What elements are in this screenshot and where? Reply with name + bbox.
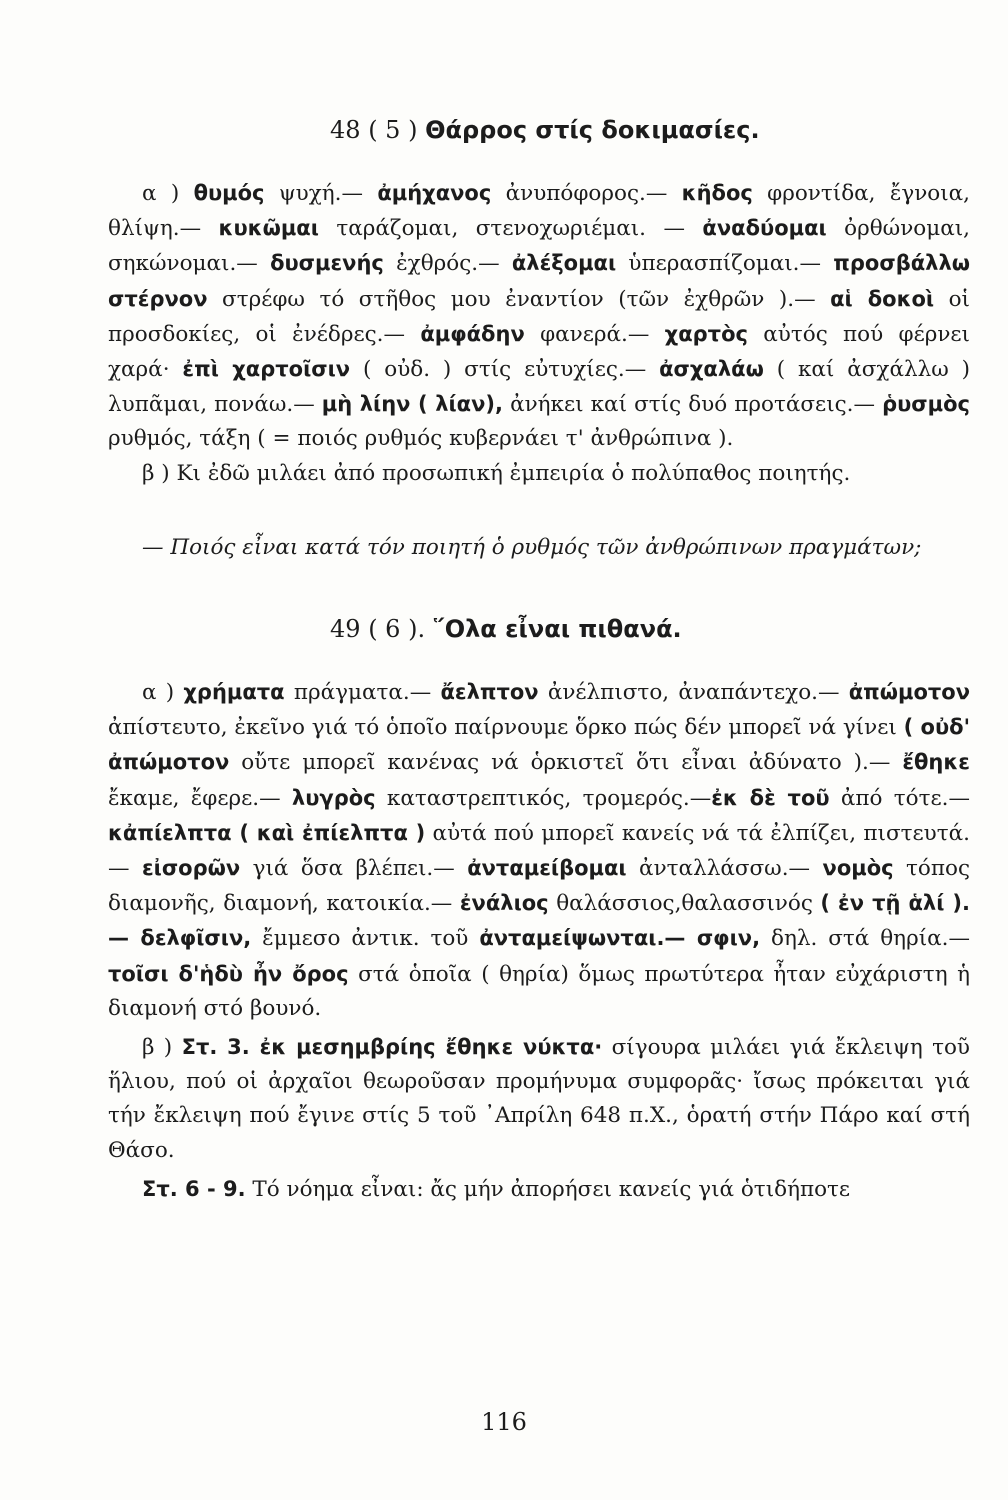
glossary-term: ἄελπτον <box>440 680 539 705</box>
gloss-text: ὀρθώνομαι, σηκώνομαι.— <box>108 216 970 277</box>
gloss-text: τόπος διαμονῆς, διαμονή, κατοικία.— <box>108 856 970 917</box>
gloss-text: ἀνυπόφορος.— <box>491 181 682 206</box>
glossary-term: ( ἐν τῇ ἁλί ).— δελφῖσιν, <box>108 891 970 951</box>
gloss-text: ταράζομαι, στενοχωριέμαι. — <box>318 216 703 242</box>
glossary-term: χαρτὸς <box>664 321 748 346</box>
glossary-term: εἰσορῶν <box>141 856 241 881</box>
gloss-text: ἀνήκει καί στίς δυό προτάσεις.— <box>502 392 883 418</box>
gloss-text: οὔτε μπορεῖ κανένας νά ὁρκιστεῖ ὅτι εἶναι ἀδύνατο ).— <box>229 750 903 776</box>
paragraph-body <box>108 1035 970 1163</box>
paragraph-label: α ) <box>142 680 175 706</box>
gloss-text: γιά ὅσα βλέπει.— <box>240 856 468 882</box>
paragraph-label: β ) <box>142 1035 173 1061</box>
gloss-text: ( οὐδ. ) στίς εὐτυχίες.— <box>350 357 660 383</box>
section-heading-49 <box>108 609 970 649</box>
glossary-term: ἐνάλιος <box>459 891 549 916</box>
gloss-text: φροντίδα, ἔγνοια, θλίψη.— <box>108 181 971 242</box>
glossary-term: κῆδος <box>681 181 753 205</box>
paragraph-label: α ) <box>142 181 180 206</box>
glossary-term: λυγρὸς <box>291 785 376 810</box>
glossary-term: ( οὐδ' ἀπώμοτον <box>108 715 971 775</box>
glossary-term: ῥυσμὸς <box>882 392 970 417</box>
glossary-term: ἐκ δὲ τοῦ <box>711 785 830 810</box>
section-heading-48 <box>108 110 970 150</box>
glossary-term: αἱ δοκοὶ <box>830 286 935 311</box>
gloss-text: ἔκαμε, ἔφερε.— <box>108 785 292 811</box>
gloss-text: πράγματα.— <box>284 680 441 706</box>
section-paren: ( 6 ). <box>368 615 426 644</box>
paragraph-49c <box>108 1172 970 1207</box>
paragraph-49a <box>108 675 970 1026</box>
gloss-text: στρέφω τό στῆθος μου ἐναντίον (τῶν ἐχθρῶν ).— <box>207 286 831 312</box>
gloss-text: στά ὁποῖα ( θηρία) ὅμως πρωτύτερα ἦταν εὐχάριστη ἡ διαμονή στό βουνό. <box>108 961 970 1021</box>
glossary-term: τοῖσι δ'ἡδὺ ἦν ὄρος <box>108 961 349 986</box>
question: — Ποιός εἶναι κατά τόν ποιητή ὁ ρυθμός τῶν ἀνθρώπινων πραγμάτων; <box>142 534 922 560</box>
gloss-text: δηλ. στά θηρία.— <box>760 926 970 952</box>
gloss-text: καταστρεπτικός, τρομερός.— <box>375 785 712 811</box>
glossary-term: ἀπώμοτον <box>848 680 971 705</box>
gloss-text: ψυχή.— <box>264 181 378 206</box>
glossary-term: Στ. 3. ἐκ μεσημβρίης ἔθηκε νύκτα· <box>181 1035 603 1060</box>
paragraph-48b <box>108 457 970 491</box>
glossary-term: ἀσχαλάω <box>659 357 764 382</box>
paragraph-body: Κι ἐδῶ μιλάει ἀπό προσωπική ἐμπειρία ὁ πολύπαθος ποιητής. <box>176 460 851 486</box>
gloss-text: ἔμμεσο ἀντικ. τοῦ <box>251 926 480 952</box>
glossary-term: δυσμενής <box>270 251 384 276</box>
gloss-text: φανερά.— <box>524 321 665 347</box>
glossary-term: κἀπίελπτα ( καὶ ἐπίελπτα ) <box>108 820 426 845</box>
gloss-text: αὐτός πού φέρνει χαρά· <box>108 321 970 383</box>
glossary-term: θυμός <box>193 181 265 205</box>
glossary-term: ἀνταμείβομαι <box>467 856 627 881</box>
gloss-text: ὑπερασπίζομαι.— <box>616 251 834 277</box>
section-number: 48 <box>330 116 361 144</box>
glossary-term: προσβάλλω στέρνον <box>108 251 970 311</box>
section-paren: ( 5 ) <box>368 116 418 144</box>
gloss-text: ἐχθρός.— <box>383 251 512 277</box>
glossary-term: χρήματα <box>183 680 285 705</box>
section-title: Θάρρος στίς δοκιμασίες. <box>425 116 760 144</box>
glossary-term: ἀμφάδην <box>420 321 525 346</box>
paragraph-48a <box>108 176 970 457</box>
gloss-text: ἀνταλλάσσω.— <box>626 856 823 882</box>
gloss-text: αὐτά πού μπορεῖ κανείς νά τά ἐλπίζει, πιστευτά.— <box>108 820 970 882</box>
glossary-term: ἀνταμείψωνται.— σφιν, <box>479 926 761 951</box>
glossary-term: μὴ λίην ( λίαν), <box>321 392 503 417</box>
glossary-term: ἀμήχανος <box>377 181 492 205</box>
gloss-text: Τό νόημα εἶναι: ἄς μήν ἀπορήσει κανείς γιά ὁτιδήποτε <box>245 1176 851 1202</box>
paragraph-49b <box>108 1030 970 1168</box>
section-number: 49 <box>330 615 361 644</box>
gloss-text: ρυθμός, τάξη ( = ποιός ρυθμός κυβερνάει τ' ἀνθρώπινα ). <box>108 426 734 452</box>
gloss-text: οἱ προσδοκίες, οἱ ἐνέδρες.— <box>108 286 970 347</box>
glossary-term: νομὸς <box>822 856 894 881</box>
paragraph-label: β ) <box>142 460 170 486</box>
paragraph-body <box>108 181 970 451</box>
glossary-term: ἔθηκε <box>902 750 970 775</box>
glossary-term: ἀλέξομαι <box>511 251 617 276</box>
glossary-term: ἀναδύομαι <box>702 216 827 241</box>
paragraph-body <box>108 680 970 1021</box>
gloss-text: ἀπό τότε.— <box>829 785 970 811</box>
glossary-term: κυκῶμαι <box>218 216 319 241</box>
page-number: 116 <box>481 1408 527 1436</box>
gloss-text: ἀπίστευτο, ἐκεῖνο γιά τό ὁποῖο παίρνουμε ὅρκο πώς δέν μπορεῖ νά γίνει <box>108 715 904 741</box>
text-block <box>108 110 970 1207</box>
glossary-term: ἐπὶ χαρτοῖσιν <box>182 357 351 382</box>
gloss-text: ( καί ἀσχάλλω ) λυπᾶμαι, πονάω.— <box>108 357 971 418</box>
paragraph-body <box>142 1177 850 1202</box>
gloss-text: σίγουρα μιλάει γιά ἔκλειψη τοῦ ἥλιου, πού οἱ ἀρχαῖοι θεωροῦσαν προμήνυμα συμφορᾶς· ἴσως πρόκειται γιά τήν ἔκλειψη πού ἔγινε στίς 5 τοῦ ᾿Απρίλη 648 π.Χ., ὁρατή στήν Πάρο καί στή Θάσο. <box>108 1035 970 1163</box>
section-title: ῞Ολα εἶναι πιθανά. <box>432 615 682 644</box>
glossary-term: Στ. 6 - 9. <box>142 1176 246 1201</box>
gloss-text: θαλάσσιος,θαλασσινός <box>548 891 821 917</box>
gloss-text: ἀνέλπιστο, ἀναπάντεχο.— <box>538 680 849 706</box>
